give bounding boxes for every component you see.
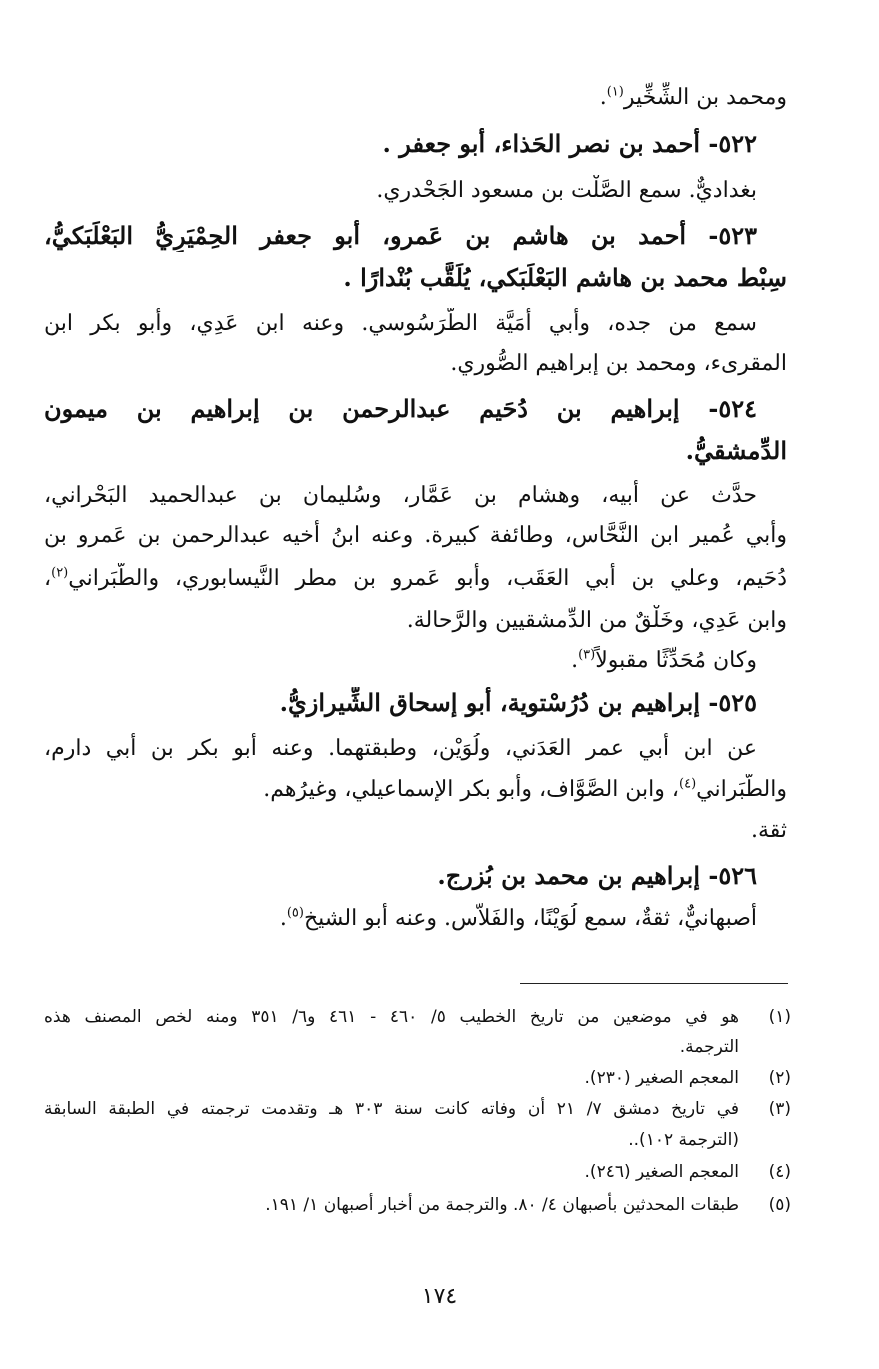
entry-heading-522: ٥٢٢- أحمد بن نصر الحَذاء، أبو جعفر . [382,129,757,158]
footnote-number: (٣) [768,1099,791,1119]
footnote-divider [520,983,788,984]
text-line: وأبي عُمير ابن النَّحَّاس، وطائفة كبيرة. وعنه ابنُ أخيه عبدالرحمن بن عَمرو بن [44,523,787,548]
footnote-ref[interactable]: (٣) [578,647,596,663]
page-number: ١٧٤ [421,1284,458,1309]
text-line: ومحمد بن الشِّخِّير$^{(١)}$. [599,84,787,110]
footnote-number: (٤) [768,1162,791,1182]
entry-heading-523: ٥٢٣- أحمد بن هاشم بن عَمرو، أبو جعفر الحِمْيَرِيُّ البَعْلَبَكيُّ، [44,221,757,250]
footnote-text: طبقات المحدثين بأصبهان ٤/ ٨٠. والترجمة من أخبار أصبهان ١/ ١٩١. [265,1195,739,1215]
entry-heading-525: ٥٢٥- إبراهيم بن دُرُسْتوية، أبو إسحاق الشِّيرازيُّ. [279,688,757,717]
footnote-text: هو في موضعين من تاريخ الخطيب ٥/ ٤٦٠ - ٤٦١ و٦/ ٣٥١ ومنه لخص المصنف هذه [44,1007,739,1027]
footnote-ref[interactable]: (٢) [51,565,69,581]
footnote-number: (٥) [768,1195,791,1215]
text-line: بغداديٌّ. سمع الصَّلْت بن مسعود الجَحْدري. [376,178,757,203]
text-line: سمع من جده، وأبي أُمَيَّة الطَّرَسُوسي. وعنه ابن عَدِي، وأبو بكر ابن [44,311,757,336]
footnote-ref[interactable]: (٤) [679,776,697,792]
text-line: وابن عَدِي، وخَلْقٌ من الدِّمشقيين والرَّحالة. [406,608,787,633]
footnote-text: الترجمة. [679,1037,739,1057]
text-line: المقرىء، ومحمد بن إبراهيم الصُّوري. [450,351,787,376]
text-line: ثقة. [750,818,787,843]
text-line: والطَّبَراني$^{(٤)}$، وابن الصَّوَّاف، وأبو بكر الإسماعيلي، وغيرُهم. [263,776,787,802]
footnote-text: المعجم الصغير (٢٣٠). [584,1068,739,1088]
text-line: عن ابن أبي عمر العَدَني، ولُوَيْن، وطبقتهما. وعنه أبو بكر بن أبي دارم، [44,736,757,761]
footnote-text: المعجم الصغير (٢٤٦). [584,1162,739,1182]
entry-heading-523-cont: سِبْط محمد بن هاشم البَعْلَبَكي، يُلَقَّب بُنْدارًا . [343,263,787,292]
footnote-text: (الترجمة ١٠٢).. [628,1130,739,1150]
footnote-text: في تاريخ دمشق ٧/ ٢١ أن وفاته كانت سنة ٣٠٣ هـ وتقدمت ترجمته في الطبقة السابقة [44,1099,739,1119]
entry-heading-524-cont: الدِّمشقيُّ. [685,436,787,465]
text-line: وكان مُحَدِّثًا مقبولاً$^{(٣)}$. [571,647,757,673]
text-line: دُحَيم، وعلي بن أبي العَقَب، وأبو عَمرو بن مطر النَّيسابوري، والطَّبَراني$^{(٢)}$، [44,565,787,591]
footnote-number: (١) [768,1007,791,1027]
text-line: حدَّث عن أبيه، وهشام بن عَمَّار، وسُليمان بن عبدالحميد البَحْراني، [44,483,757,508]
footnote-ref[interactable]: (٥) [286,905,304,921]
entry-heading-524: ٥٢٤- إبراهيم بن دُحَيم عبدالرحمن بن إبراهيم بن ميمون [44,394,757,423]
text-line: أصبهانيٌّ، ثقةٌ، سمع لُوَيْنًا، والفَلاَّس. وعنه أبو الشيخ$^{(٥)}$. [279,905,757,931]
footnote-number: (٢) [768,1068,791,1088]
footnote-ref[interactable]: (١) [606,84,624,100]
entry-heading-526: ٥٢٦- إبراهيم بن محمد بن بُزرج. [437,861,757,890]
